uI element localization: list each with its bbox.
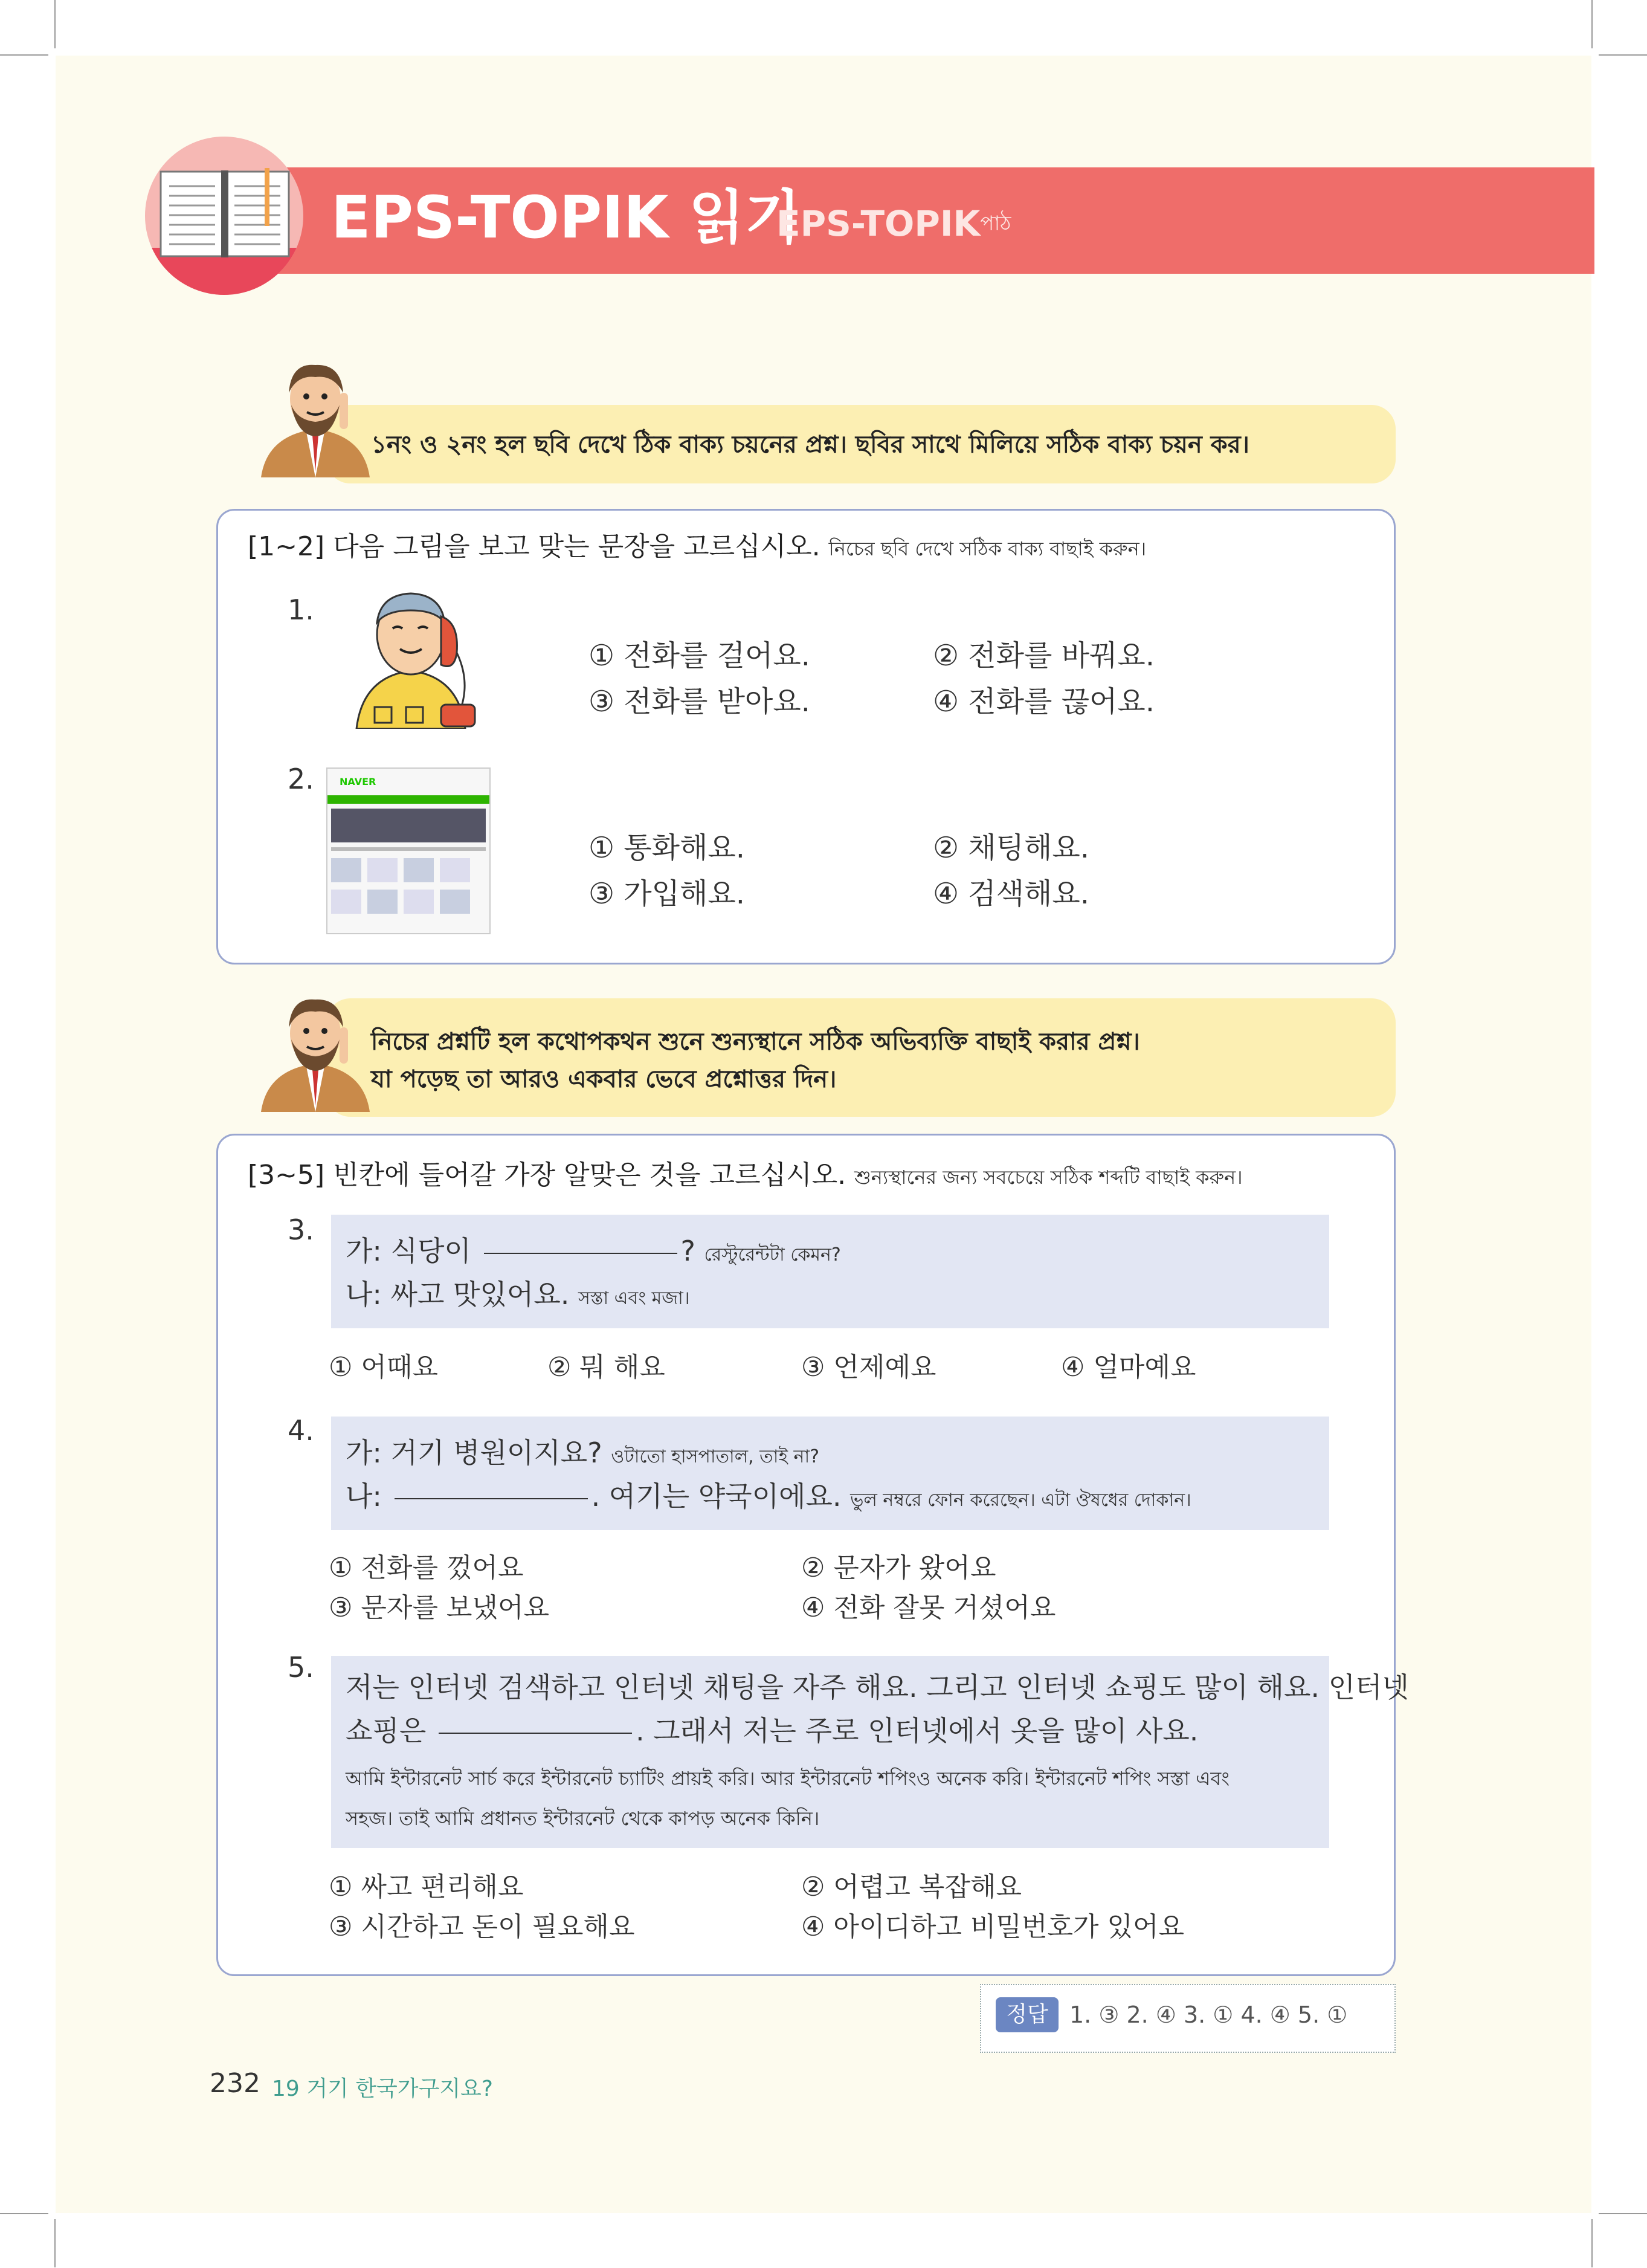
q5-line-1: 저는 인터넷 검색하고 인터넷 채팅을 자주 해요. 그리고 인터넷 쇼핑도 많이 해요. 인터넷 [346,1671,1409,1704]
section-1-instruction: [1~2] 다음 그림을 보고 맞는 문장을 고르십시오. নিচের ছবি দেখে সঠিক বাক্য বাছাই করুন। [248,531,1147,562]
q5-option-1: ① 싸고 편리해요 [329,1872,524,1902]
q5-bn-line-2: সহজ। তাই আমি প্রধানত ইন্টারনেট থেকে কাপড় অনেক কিনি। [346,1807,820,1830]
tip-2-line-1: নিচের প্রশ্নটি হল কথোপকথন শুনে শুন্যস্থানে সঠিক অভিব্যক্তি বাছাই করার প্রশ্ন। [371,1028,1140,1056]
teacher-icon [249,357,376,477]
crop-mark [1599,54,1647,56]
answer-key-text: 1. ③ 2. ④ 3. ① 4. ④ 5. ① [1069,2001,1348,2028]
man-on-phone-image [350,586,481,729]
crop-mark [54,0,56,48]
q4-option-2: ② 문자가 왔어요 [801,1552,996,1583]
book-icon [158,168,291,259]
chapter-title: 19 거기 한국가구지요? [272,2076,494,2101]
teacher-icon [249,991,376,1112]
naver-screenshot-image [326,767,491,934]
q3-option-2: ② 뭐 해요 [547,1352,665,1383]
q5-line-2: 쇼핑은 . 그래서 저는 주로 인터넷에서 옷을 많이 사요. [346,1714,1199,1747]
q2-option-4: ④ 검색해요. [933,877,1090,911]
question-number: 2. [288,763,314,795]
q4-line-a: 가: 거기 병원이지요? ওটাতো হাসপাতাল, তাই না? [346,1436,820,1469]
q1-option-2: ② 전화를 바꿔요. [933,639,1155,673]
naver-logo: NAVER [340,776,376,787]
page-number: 232 [210,2068,260,2099]
page-title: EPS-TOPIK 읽기 [331,184,801,251]
q2-option-3: ③ 가입해요. [588,877,746,911]
q2-option-1: ① 통화해요. [588,831,746,865]
q1-option-1: ① 전화를 걸어요. [588,639,811,673]
crop-mark [1591,2219,1593,2267]
q2-option-2: ② 채팅해요. [933,831,1090,865]
q3-line-a: 가: 식당이 ? রেস্টুরেন্টটা কেমন? [346,1235,841,1267]
q3-option-1: ① 어때요 [329,1352,438,1383]
q3-option-3: ③ 언제예요 [801,1352,936,1383]
question-number: 3. [288,1213,314,1246]
q5-option-2: ② 어렵고 복잡해요 [801,1872,1022,1902]
q5-option-4: ④ 아이디하고 비밀번호가 있어요 [801,1911,1184,1942]
crop-mark [0,54,48,56]
question-number: 1. [288,593,314,626]
q3-option-4: ④ 얼마예요 [1061,1352,1196,1383]
q1-option-4: ④ 전화를 끊어요. [933,685,1155,719]
q5-option-3: ③ 시간하고 돈이 필요해요 [329,1911,635,1942]
tip-2-line-2: যা পড়েছ তা আরও একবার ভেবে প্রশ্নোত্তর দিন। [371,1065,837,1093]
section-2-instruction: [3~5] 빈칸에 들어갈 가장 알맞은 것을 고르십시오. শুন্যস্থানের জন্য সবচেয়ে সঠিক শব্দটি বাছাই করুন। [248,1160,1243,1191]
crop-mark [1591,0,1593,48]
q4-option-1: ① 전화를 껐어요 [329,1552,524,1583]
crop-mark [1599,2213,1647,2214]
q4-option-4: ④ 전화 잘못 거셨어요 [801,1592,1056,1623]
answer-key-label: 정답 [996,1997,1059,2032]
q4-line-b: 나: . 여기는 약국이에요. ভুল নম্বরে ফোন করেছেন। এটা ঔষধের দোকান। [346,1480,1191,1513]
crop-mark [0,2213,48,2214]
page-subtitle: EPS-$TOPIK^{পাঠ}$ [776,203,1011,244]
q4-option-3: ③ 문자를 보냈어요 [329,1592,549,1623]
question-number: 5. [288,1651,314,1684]
q3-line-b: 나: 싸고 맛있어요. সস্তা এবং মজা। [346,1278,690,1311]
q1-option-3: ③ 전화를 받아요. [588,685,811,719]
q5-bn-line-1: আমি ইন্টারনেট সার্চ করে ইন্টারনেট চ্যাটিং প্রায়ই করি। আর ইন্টারনেট শপিংও অনেক করি। ইন্টারনেট শপিং সস্তা এবং [346,1767,1230,1790]
question-number: 4. [288,1414,314,1447]
crop-mark [54,2219,56,2267]
tip-1-text: ১নং ও ২নং হল ছবি দেখে ঠিক বাক্য চয়নের প্রশ্ন। ছবির সাথে মিলিয়ে সঠিক বাক্য চয়ন কর। [371,431,1249,459]
